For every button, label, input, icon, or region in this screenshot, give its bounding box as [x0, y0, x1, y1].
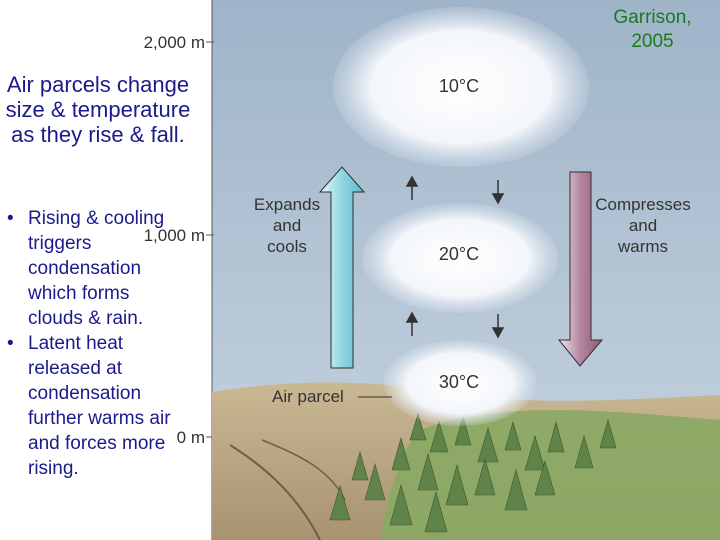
compresses-label-line3: warms	[617, 237, 669, 256]
altitude-label-2000: 2,000 m	[143, 33, 205, 52]
expands-label-line1: Expands	[253, 195, 321, 214]
citation: Garrison, 2005	[613, 7, 692, 52]
bullet-dot-icon: •	[7, 208, 14, 229]
bullet-item	[4, 206, 184, 331]
bullet-text: Rising & cooling triggers condensation which forms clouds & rain.	[28, 208, 165, 329]
bullet-text: Latent heat released at condensation further warms air and forces more rising.	[28, 333, 171, 479]
temperature-top: 10°C	[438, 76, 480, 96]
altitude-label-0: 0 m	[176, 428, 205, 447]
bullet-item	[4, 331, 184, 481]
air-parcel-label: Air parcel	[272, 387, 344, 406]
compresses-label-line1: Compresses	[595, 195, 691, 214]
temperature-bottom: 30°C	[438, 372, 480, 392]
expands-label-line2: and	[272, 216, 302, 235]
compresses-label-line2: and	[628, 216, 658, 235]
bullet-dot-icon: •	[7, 333, 14, 354]
bullet-list	[4, 206, 184, 481]
expands-label-line3: cools	[267, 237, 307, 256]
temperature-middle: 20°C	[438, 244, 480, 264]
slide-title: Air parcels change size & temperature as they rise & fall.	[5, 72, 191, 147]
altitude-label-1000: 1,000 m	[143, 226, 205, 245]
